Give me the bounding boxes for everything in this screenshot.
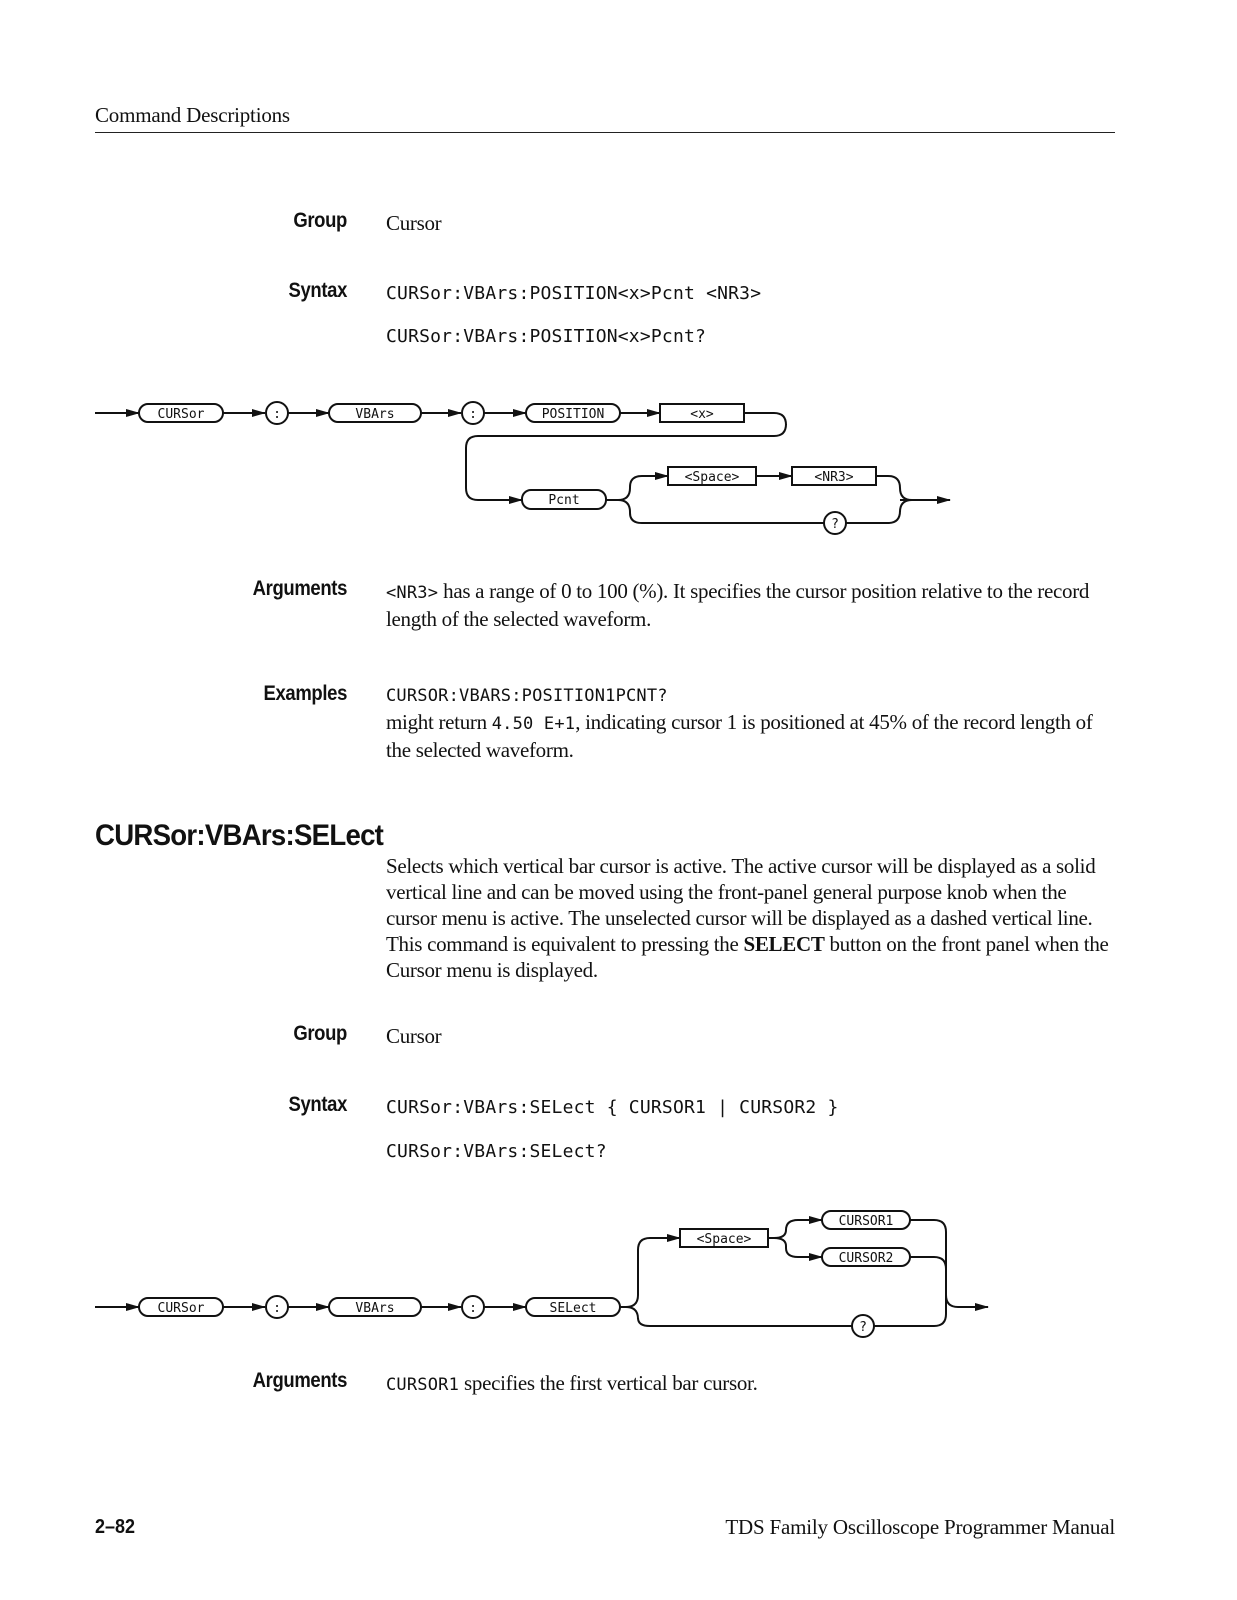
node-nr3-label: <NR3> xyxy=(814,470,854,485)
example-description xyxy=(386,709,1116,763)
arguments-description-2: specifies the first vertical bar cursor. xyxy=(459,1371,758,1395)
syntax-query-command: CURSor:VBArs:POSITION<x>Pcnt? xyxy=(386,326,707,347)
node-position-label: POSITION xyxy=(541,407,605,422)
node-query-label: ? xyxy=(831,517,839,532)
node2-colon-2-label: : xyxy=(469,1301,477,1316)
node-cursor-label: CURSor xyxy=(157,407,205,422)
description-text-a: Selects which vertical bar cursor is active. The active cursor will be displayed as a solid vertical line and can be moved using the front-panel general purpose knob when the cursor menu is active. The unselected cursor will be displayed as a dashed vertical line. This command is equivalent to pressing the xyxy=(386,854,1096,956)
node-vbars-label: VBArs xyxy=(355,407,395,422)
group-value-2: Cursor xyxy=(386,1024,442,1048)
node2-vbars-label: VBArs xyxy=(355,1301,395,1316)
manual-title: TDS Family Oscilloscope Programmer Manual xyxy=(725,1515,1115,1539)
node2-select-label: SELect xyxy=(549,1301,597,1316)
arguments-code: <NR3> xyxy=(386,583,439,603)
syntax-set-command: CURSor:VBArs:POSITION<x>Pcnt <NR3> xyxy=(386,283,762,304)
syntax-diagram-select xyxy=(0,1200,1237,1350)
examples-label: Examples xyxy=(263,682,347,705)
page-number: 2–82 xyxy=(95,1516,136,1538)
arguments-label-2: Arguments xyxy=(252,1369,347,1392)
node2-cursor1-label: CURSOR1 xyxy=(838,1214,894,1229)
node2-colon-1-label: : xyxy=(273,1301,281,1316)
syntax-diagram-position xyxy=(0,390,1237,560)
running-head: Command Descriptions xyxy=(95,103,290,127)
node-colon-1-label: : xyxy=(273,407,281,422)
syntax-set-command-2: CURSor:VBArs:SELect { CURSOR1 | CURSOR2 } xyxy=(386,1097,839,1118)
node2-space-label: <Space> xyxy=(696,1232,752,1247)
header-rule xyxy=(95,132,1115,133)
syntax-label-2: Syntax xyxy=(288,1093,347,1116)
node2-cursor-label: CURSor xyxy=(157,1301,205,1316)
syntax-label: Syntax xyxy=(288,279,347,302)
node-space-label: <Space> xyxy=(684,470,740,485)
example-command: CURSOR:VBARS:POSITION1PCNT? xyxy=(386,686,668,706)
arguments-code-2: CURSOR1 xyxy=(386,1375,460,1395)
arguments-text xyxy=(386,578,1116,632)
syntax-query-command-2: CURSor:VBArs:SELect? xyxy=(386,1141,607,1162)
arguments-description: has a range of 0 to 100 (%). It specifies the cursor position relative to the record length of the selected waveform. xyxy=(386,579,1090,631)
node2-query-label: ? xyxy=(859,1320,867,1335)
section-description xyxy=(386,853,1116,983)
arguments-text-2 xyxy=(386,1370,1116,1398)
arguments-label: Arguments xyxy=(252,577,347,600)
node-pcnt-label: Pcnt xyxy=(548,493,580,508)
group-value: Cursor xyxy=(386,211,442,235)
node2-cursor2-label: CURSOR2 xyxy=(838,1251,894,1266)
description-text-b: button on the front panel when the Cursor menu is displayed. xyxy=(386,932,1109,982)
example-return-value: 4.50 E+1 xyxy=(491,714,576,734)
node-x-label: <x> xyxy=(690,407,714,422)
group-label: Group xyxy=(293,209,347,232)
description-bold: SELECT xyxy=(743,932,825,956)
group-label-2: Group xyxy=(293,1022,347,1045)
example-text-a: might return xyxy=(386,710,492,734)
section-title: CURSor:VBArs:SELect xyxy=(95,819,384,852)
example-block xyxy=(386,683,1116,763)
node-colon-2-label: : xyxy=(469,407,477,422)
example-text-b: , indicating cursor 1 is positioned at 45% of the record length of the selected waveform. xyxy=(386,710,1093,762)
